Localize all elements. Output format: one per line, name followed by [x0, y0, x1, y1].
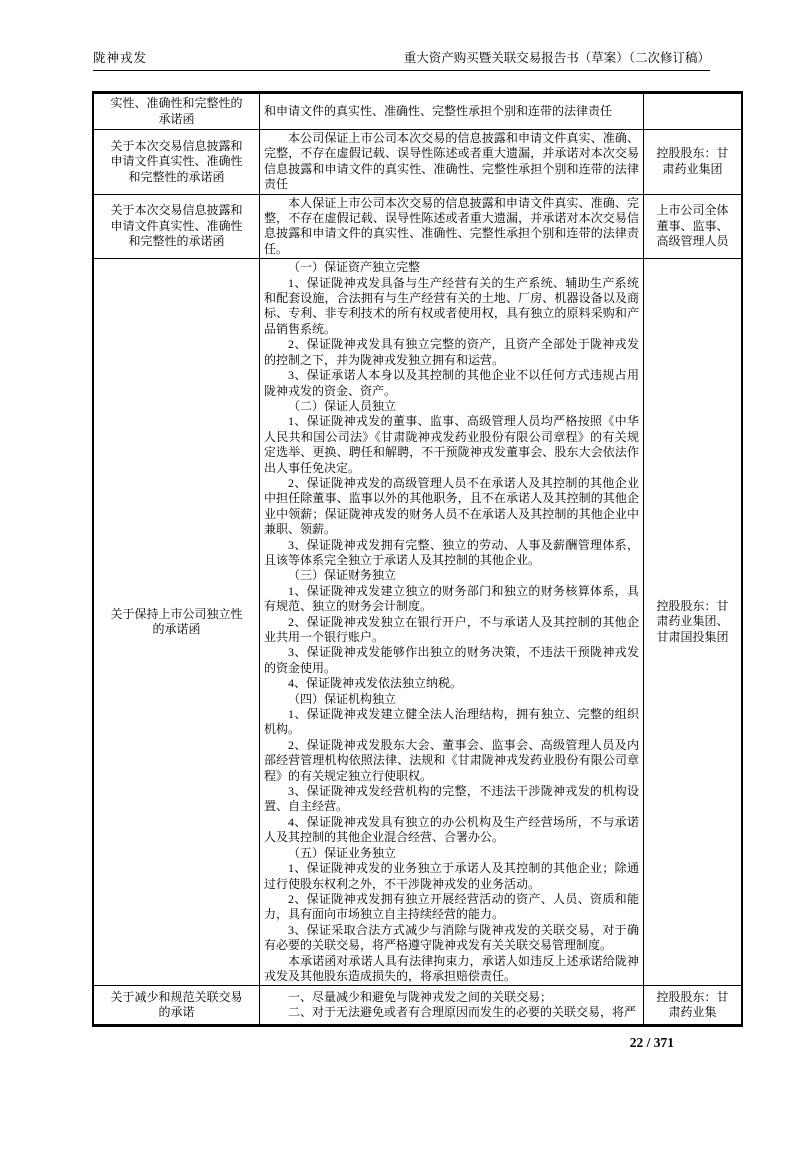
- commitment-paragraph: （五）保证业务独立: [288, 845, 397, 860]
- header-document-title: 重大资产购买暨关联交易报告书（草案）（二次修订稿）: [403, 51, 710, 65]
- commitment-paragraph: 和申请文件的真实性、准确性、完整性承担个别和连带的法律责任: [264, 103, 613, 118]
- commitment-paragraph: 4、保证陇神戎发具有独立的办公机构及生产经营场所，不与承诺人及其控制的其他企业混合经营、合署办公。: [264, 814, 639, 845]
- commitment-paragraph: 二、对于无法避免或者有合理原因而发生的必要的关联交易，将严: [288, 1005, 637, 1020]
- commitments-table: [92, 91, 743, 1027]
- table-row: [93, 986, 742, 1026]
- commitment-name-cell: 实性、准确性和完整性的承诺函: [93, 93, 260, 130]
- commitment-party-cell: 上市公司全体董事、监事、高级管理人员: [644, 194, 743, 259]
- commitment-party-cell: 控股股东：甘肃药业集团、甘肃国投集团: [644, 259, 743, 986]
- commitment-paragraph: 1、保证陇神戎发具备与生产经营有关的生产系统、辅助生产系统和配套设施，合法拥有与生产经营有关的土地、厂房、机器设备以及商标、专利、非专利技术的所有权或者使用权，具有独立的原料采购和产品销售系统。: [264, 275, 639, 336]
- commitment-paragraph: 1、保证陇神戎发建立独立的财务部门和独立的财务核算体系，具有规范、独立的财务会计制度。: [264, 583, 639, 614]
- commitment-paragraph: 3、保证陇神戎发拥有完整、独立的劳动、人事及薪酬管理体系，且该等体系完全独立于承诺人及其控制的其他企业。: [264, 537, 639, 567]
- commitment-paragraph: 2、保证陇神戎发独立在银行开户，不与承诺人及其控制的其他企业共用一个银行账户。: [264, 614, 639, 644]
- table-row: [93, 130, 742, 195]
- header-company-name: 陇神戎发: [93, 51, 148, 65]
- commitment-paragraph: 1、保证陇神戎发的董事、监事、高级管理人员均严格按照《中华人民共和国公司法》《甘肃陇神戎发药业股份有限公司章程》的有关规定选举、更换、聘任和解聘，不干预陇神戎发董事会、股东大会依法作出人事任免决定。: [264, 414, 639, 475]
- page-header: [93, 50, 710, 71]
- commitment-paragraph: 本承诺函对承诺人具有法律拘束力，承诺人如违反上述承诺给陇神戎发及其他股东造成损失的，将承担赔偿责任。: [264, 953, 639, 983]
- commitment-paragraph: 1、保证陇神戎发的业务独立于承诺人及其控制的其他企业；除通过行使股东权利之外，不干涉陇神戎发的业务活动。: [264, 861, 639, 891]
- table-row: [93, 93, 742, 130]
- commitment-content-cell: [260, 259, 644, 986]
- commitment-paragraph: （二）保证人员独立: [288, 398, 397, 413]
- commitment-paragraph: 1、保证陇神戎发建立健全法人治理结构，拥有独立、完整的组织机构。: [264, 707, 639, 737]
- commitment-paragraph: 3、保证承诺人本身以及其控制的其他企业不以任何方式违规占用陇神戎发的资金、资产。: [264, 368, 639, 398]
- commitment-content-cell: [260, 986, 644, 1026]
- commitment-party-cell: 控股股东：甘肃药业集团: [644, 130, 743, 195]
- commitment-paragraph: （一）保证资产独立完整: [288, 260, 421, 275]
- commitment-paragraph: （四）保证机构独立: [288, 691, 397, 706]
- commitment-paragraph: 本公司保证上市公司本次交易的信息披露和申请文件真实、准确、完整，不存在虚假记载、误导性陈述或者重大遗漏，并承诺对本次交易信息披露和申请文件的真实性、准确性、完整性承担个别和连带的法律责任: [264, 131, 639, 192]
- commitment-paragraph: 3、保证采取合法方式减少与消除与陇神戎发的关联交易，对于确有必要的关联交易，将严格遵守陇神戎发有关关联交易管理制度。: [264, 922, 639, 953]
- commitment-paragraph: 2、保证陇神戎发拥有独立开展经营活动的资产、人员、资质和能力，具有面向市场独立自主持续经营的能力。: [264, 891, 639, 922]
- commitment-paragraph: 2、保证陇神戎发的高级管理人员不在承诺人及其控制的其他企业中担任除董事、监事以外的其他职务，且不在承诺人及其控制的其他企业中领薪；保证陇神戎发的财务人员不在承诺人及其控制的其他企业中兼职、领薪。: [264, 475, 639, 537]
- commitment-paragraph: 2、保证陇神戎发股东大会、董事会、监事会、高级管理人员及内部经营管理机构依照法律、法规和《甘肃陇神戎发药业股份有限公司章程》的有关规定独立行使职权。: [264, 737, 639, 783]
- commitment-paragraph: 3、保证陇神戎发能够作出独立的财务决策，不违法干预陇神戎发的资金使用。: [264, 645, 639, 675]
- commitment-paragraph: 本人保证上市公司本次交易的信息披露和申请文件真实、准确、完整，不存在虚假记载、误导性陈述或者重大遗漏，并承诺对本次交易信息披露和申请文件的真实性、准确性、完整性承担个别和连带的法律责任。: [264, 195, 639, 256]
- commitment-paragraph: 4、保证陇神戎发依法独立纳税。: [288, 676, 463, 691]
- commitment-party-cell: 控股股东：甘肃药业集: [644, 986, 743, 1026]
- commitment-party-cell: [644, 93, 743, 130]
- commitment-paragraph: 一、尽量减少和避免与陇神戎发之间的关联交易；: [288, 989, 553, 1004]
- commitment-paragraph: 3、保证陇神戎发经营机构的完整，不违法干涉陇神戎发的机构设置、自主经营。: [264, 784, 639, 814]
- commitment-content-cell: [260, 93, 644, 130]
- commitment-paragraph: 2、保证陇神戎发具有独立完整的资产，且资产全部处于陇神戎发的控制之下，并为陇神戎发独立拥有和运营。: [264, 337, 639, 367]
- table-row: [93, 194, 742, 259]
- commitment-name-cell: 关于本次交易信息披露和申请文件真实性、准确性和完整性的承诺函: [93, 130, 260, 195]
- commitment-paragraph: （三）保证财务独立: [288, 568, 397, 583]
- commitment-name-cell: 关于减少和规范关联交易的承诺: [93, 986, 260, 1026]
- page-number: 22 / 371: [629, 1035, 674, 1051]
- commitment-name-cell: 关于本次交易信息披露和申请文件真实性、准确性和完整性的承诺函: [93, 194, 260, 259]
- commitment-name-cell: 关于保持上市公司独立性的承诺函: [93, 259, 260, 986]
- commitment-content-cell: [260, 130, 644, 195]
- document-page: [0, 50, 793, 1172]
- table-row: [93, 259, 742, 986]
- commitment-content-cell: [260, 194, 644, 259]
